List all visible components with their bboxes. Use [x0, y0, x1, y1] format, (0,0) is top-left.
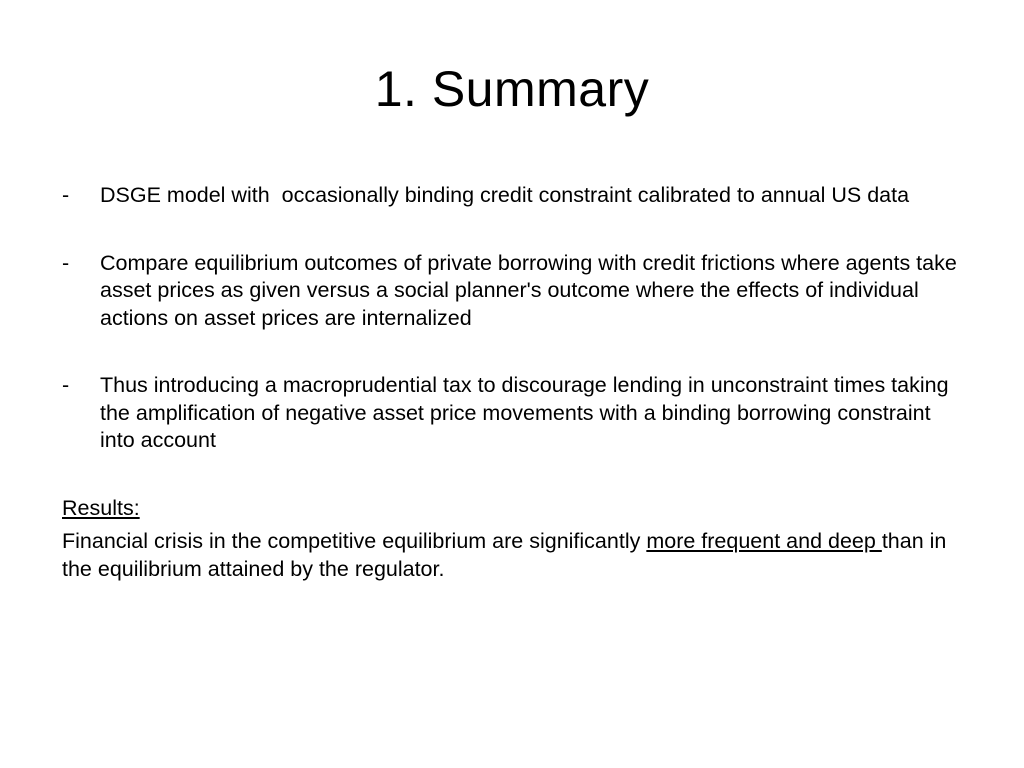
bullet-text: Thus introducing a macroprudential tax to discourage lending in unconstraint times taking the amplification of negative asset price movements with a binding borrowing constraint into account — [100, 373, 949, 452]
bullet-item — [62, 372, 962, 455]
bullet-marker: - — [62, 250, 70, 275]
results-text — [62, 528, 962, 583]
results-text-underlined: more frequent and deep — [646, 529, 882, 553]
results-text-after: than in the equilibrium attained by the regulator. — [62, 529, 947, 581]
bullet-item — [62, 250, 962, 333]
results-heading: Results: — [62, 495, 140, 520]
slide-content — [62, 182, 962, 583]
bullet-item — [62, 182, 962, 210]
bullet-marker: - — [62, 183, 70, 207]
bullet-text: Compare equilibrium outcomes of private borrowing with credit frictions where agents take asset prices as given versus a social planner's outcome where the effects of individual actions on asset prices are internalized — [100, 250, 957, 330]
slide-title: 1. Summary — [374, 61, 650, 117]
bullet-marker: - — [62, 373, 70, 397]
bullet-text: DSGE model with occasionally binding credit constraint calibrated to annual US data — [100, 183, 910, 207]
results-text-before: Financial crisis in the competitive equilibrium are significantly — [62, 529, 647, 553]
